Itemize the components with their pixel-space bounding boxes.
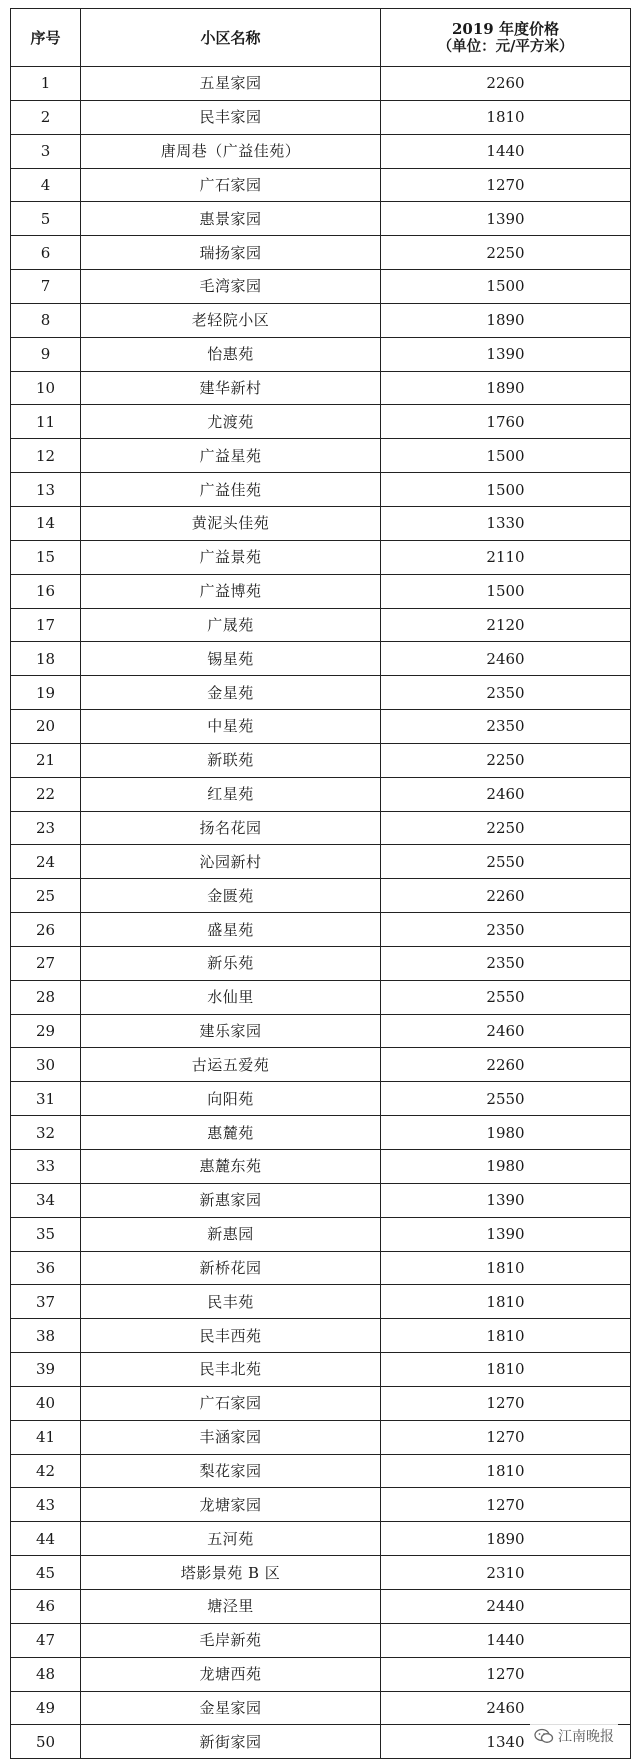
table-row [11,676,631,710]
cell-price: 1890 [381,1522,631,1556]
cell-name: 建乐家园 [81,1014,381,1048]
cell-name: 红星苑 [81,777,381,811]
table-row [11,980,631,1014]
cell-index: 50 [11,1725,81,1759]
cell-name: 向阳苑 [81,1082,381,1116]
cell-index: 23 [11,811,81,845]
cell-price: 1330 [381,506,631,540]
table-row [11,845,631,879]
cell-index: 16 [11,574,81,608]
table-row [11,1353,631,1387]
table-row [11,202,631,236]
table-row [11,879,631,913]
table-row [11,642,631,676]
cell-price: 2260 [381,879,631,913]
cell-name: 唐周巷（广益佳苑） [81,134,381,168]
cell-index: 38 [11,1319,81,1353]
cell-name: 中星苑 [81,710,381,744]
table-row [11,777,631,811]
cell-index: 29 [11,1014,81,1048]
table-row [11,1183,631,1217]
table-row [11,168,631,202]
cell-index: 28 [11,980,81,1014]
cell-index: 8 [11,303,81,337]
cell-index: 41 [11,1420,81,1454]
cell-index: 40 [11,1386,81,1420]
price-table [10,8,631,1759]
cell-name: 塘泾里 [81,1589,381,1623]
cell-name: 沁园新村 [81,845,381,879]
cell-name: 龙塘西苑 [81,1657,381,1691]
cell-price: 1390 [381,1183,631,1217]
header-name: 小区名称 [81,9,381,67]
cell-index: 46 [11,1589,81,1623]
cell-price: 2550 [381,980,631,1014]
table-row [11,100,631,134]
cell-name: 广石家园 [81,168,381,202]
cell-price: 2310 [381,1556,631,1590]
watermark-text: 江南晚报 [558,1729,614,1745]
cell-index: 14 [11,506,81,540]
cell-price: 1390 [381,202,631,236]
cell-price: 1440 [381,1623,631,1657]
cell-price: 2250 [381,743,631,777]
cell-name: 古运五爱苑 [81,1048,381,1082]
cell-index: 12 [11,439,81,473]
cell-index: 3 [11,134,81,168]
cell-index: 37 [11,1285,81,1319]
cell-name: 锡星苑 [81,642,381,676]
cell-index: 21 [11,743,81,777]
table-row [11,1556,631,1590]
cell-name: 广晟苑 [81,608,381,642]
cell-name: 广益景苑 [81,540,381,574]
cell-index: 11 [11,405,81,439]
cell-index: 49 [11,1691,81,1725]
cell-price: 2460 [381,642,631,676]
cell-name: 尤渡苑 [81,405,381,439]
cell-price: 1890 [381,371,631,405]
cell-price: 2250 [381,811,631,845]
table-row [11,303,631,337]
cell-name: 丰涵家园 [81,1420,381,1454]
cell-name: 惠麓苑 [81,1116,381,1150]
cell-price: 1760 [381,405,631,439]
table-row [11,270,631,304]
cell-name: 新联苑 [81,743,381,777]
cell-index: 10 [11,371,81,405]
cell-name: 建华新村 [81,371,381,405]
cell-name: 水仙里 [81,980,381,1014]
cell-price: 1440 [381,134,631,168]
cell-price: 1270 [381,168,631,202]
table-row [11,574,631,608]
table-row [11,236,631,270]
cell-index: 24 [11,845,81,879]
cell-index: 35 [11,1217,81,1251]
cell-index: 26 [11,913,81,947]
wechat-icon [534,1728,554,1744]
cell-name: 黄泥头佳苑 [81,506,381,540]
watermark [530,1724,618,1748]
cell-index: 30 [11,1048,81,1082]
cell-name: 民丰西苑 [81,1319,381,1353]
table-row [11,1522,631,1556]
cell-price: 1980 [381,1116,631,1150]
table-row [11,67,631,101]
table-row [11,1420,631,1454]
header-price-line1: 2019 年度价格 [452,19,559,38]
table-row [11,1623,631,1657]
cell-price: 2440 [381,1589,631,1623]
cell-index: 43 [11,1488,81,1522]
cell-price: 2460 [381,1014,631,1048]
cell-index: 7 [11,270,81,304]
cell-price: 1270 [381,1386,631,1420]
table-row [11,540,631,574]
cell-price: 1810 [381,100,631,134]
cell-price: 1980 [381,1150,631,1184]
cell-name: 五河苑 [81,1522,381,1556]
table-row [11,1454,631,1488]
cell-index: 6 [11,236,81,270]
cell-index: 45 [11,1556,81,1590]
cell-name: 广石家园 [81,1386,381,1420]
table-row [11,1319,631,1353]
cell-price: 2550 [381,845,631,879]
cell-price: 1500 [381,473,631,507]
table-row [11,1488,631,1522]
cell-price: 1810 [381,1319,631,1353]
cell-name: 新乐苑 [81,946,381,980]
cell-price: 2460 [381,1691,631,1725]
cell-name: 新惠园 [81,1217,381,1251]
table-row [11,1589,631,1623]
cell-price: 1390 [381,1217,631,1251]
cell-index: 20 [11,710,81,744]
table-row [11,946,631,980]
table-row [11,710,631,744]
cell-name: 新街家园 [81,1725,381,1759]
table-row [11,811,631,845]
cell-index: 13 [11,473,81,507]
cell-index: 31 [11,1082,81,1116]
header-index: 序号 [11,9,81,67]
cell-price: 1270 [381,1420,631,1454]
cell-name: 毛湾家园 [81,270,381,304]
cell-name: 新惠家园 [81,1183,381,1217]
cell-name: 塔影景苑 B 区 [81,1556,381,1590]
cell-name: 广益博苑 [81,574,381,608]
table-row [11,1217,631,1251]
cell-name: 怡惠苑 [81,337,381,371]
cell-index: 44 [11,1522,81,1556]
cell-name: 金星苑 [81,676,381,710]
cell-name: 惠景家园 [81,202,381,236]
table-row [11,134,631,168]
cell-name: 五星家园 [81,67,381,101]
table-row [11,1014,631,1048]
cell-name: 龙塘家园 [81,1488,381,1522]
cell-price: 1340 [381,1725,631,1759]
cell-index: 42 [11,1454,81,1488]
cell-price: 1500 [381,270,631,304]
cell-price: 1890 [381,303,631,337]
cell-price: 2460 [381,777,631,811]
cell-index: 22 [11,777,81,811]
cell-name: 毛岸新苑 [81,1623,381,1657]
cell-price: 2350 [381,710,631,744]
table-row [11,1116,631,1150]
header-price [381,9,631,67]
cell-name: 广益佳苑 [81,473,381,507]
cell-index: 18 [11,642,81,676]
cell-index: 48 [11,1657,81,1691]
cell-price: 2550 [381,1082,631,1116]
table-row [11,506,631,540]
cell-price: 2250 [381,236,631,270]
cell-name: 金星家园 [81,1691,381,1725]
table-row [11,1657,631,1691]
cell-index: 27 [11,946,81,980]
cell-index: 25 [11,879,81,913]
cell-name: 民丰家园 [81,100,381,134]
cell-index: 17 [11,608,81,642]
cell-index: 4 [11,168,81,202]
cell-name: 瑞扬家园 [81,236,381,270]
cell-name: 民丰北苑 [81,1353,381,1387]
table-row [11,473,631,507]
cell-index: 1 [11,67,81,101]
cell-name: 扬名花园 [81,811,381,845]
cell-index: 19 [11,676,81,710]
cell-index: 36 [11,1251,81,1285]
table-body [11,67,631,1759]
cell-index: 34 [11,1183,81,1217]
cell-price: 2350 [381,676,631,710]
table-row [11,371,631,405]
cell-index: 33 [11,1150,81,1184]
cell-price: 1270 [381,1488,631,1522]
cell-index: 15 [11,540,81,574]
table-row [11,1048,631,1082]
cell-price: 2260 [381,67,631,101]
cell-index: 47 [11,1623,81,1657]
table-row [11,608,631,642]
cell-price: 1270 [381,1657,631,1691]
cell-index: 5 [11,202,81,236]
cell-name: 新桥花园 [81,1251,381,1285]
cell-index: 2 [11,100,81,134]
cell-name: 金匮苑 [81,879,381,913]
cell-price: 1810 [381,1285,631,1319]
cell-index: 9 [11,337,81,371]
cell-price: 2350 [381,913,631,947]
cell-name: 盛星苑 [81,913,381,947]
cell-price: 1500 [381,574,631,608]
cell-name: 广益星苑 [81,439,381,473]
cell-price: 1810 [381,1251,631,1285]
cell-price: 2350 [381,946,631,980]
table-row [11,1285,631,1319]
table-row [11,405,631,439]
cell-index: 39 [11,1353,81,1387]
header-row [11,9,631,67]
cell-index: 32 [11,1116,81,1150]
cell-price: 1500 [381,439,631,473]
table-row [11,913,631,947]
table-row [11,1386,631,1420]
cell-price: 2110 [381,540,631,574]
cell-name: 梨花家园 [81,1454,381,1488]
header-price-line2: （单位：元/平方米） [437,37,574,55]
table-row [11,1082,631,1116]
cell-price: 1810 [381,1353,631,1387]
cell-name: 惠麓东苑 [81,1150,381,1184]
table-row [11,1150,631,1184]
cell-price: 1810 [381,1454,631,1488]
cell-name: 民丰苑 [81,1285,381,1319]
cell-price: 1390 [381,337,631,371]
table-row [11,1691,631,1725]
table-row [11,743,631,777]
table-row [11,1251,631,1285]
cell-price: 2120 [381,608,631,642]
table-row [11,337,631,371]
cell-name: 老轻院小区 [81,303,381,337]
table-row [11,439,631,473]
cell-price: 2260 [381,1048,631,1082]
